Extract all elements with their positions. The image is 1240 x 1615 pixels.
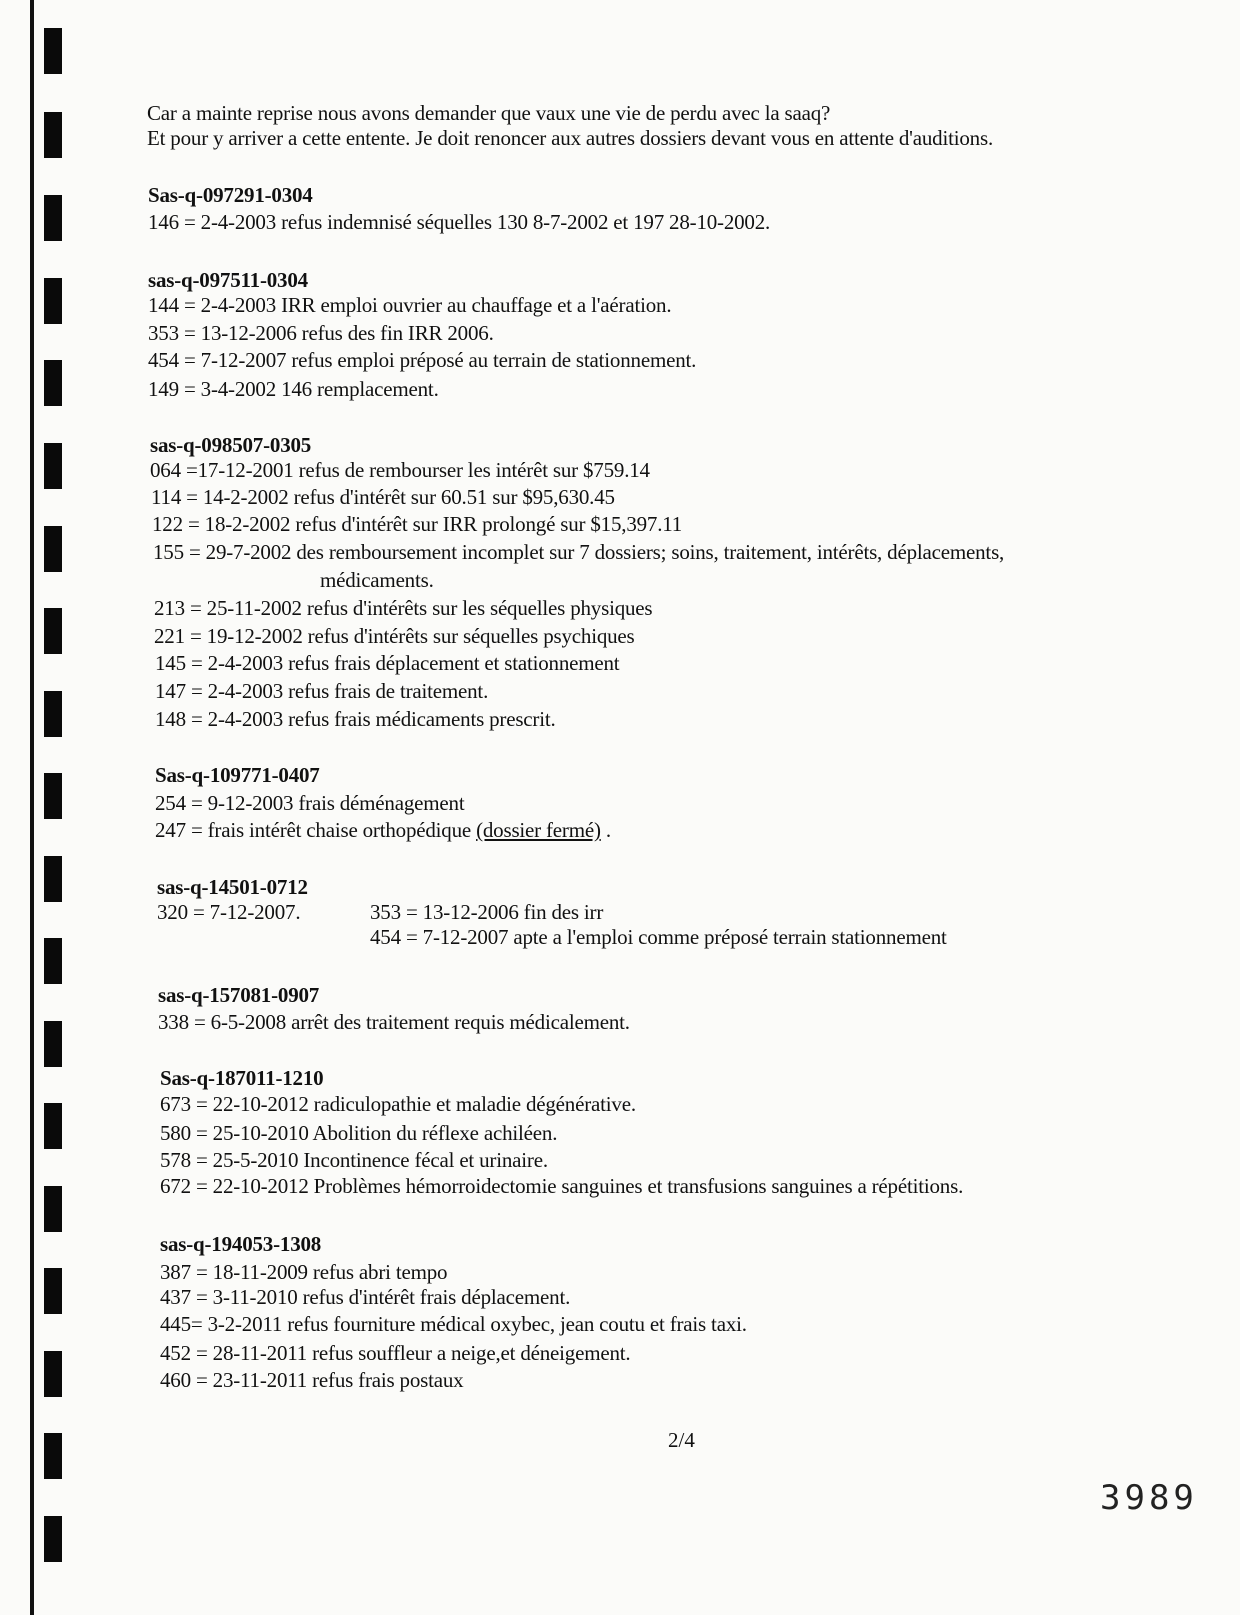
entry-line: 221 = 19-12-2002 refus d'intérêts sur séquelles psychiques: [154, 624, 635, 648]
entry-line: 454 = 7-12-2007 apte a l'emploi comme préposé terrain stationnement: [370, 925, 947, 949]
entry-line: 454 = 7-12-2007 refus emploi préposé au terrain de stationnement.: [148, 348, 697, 372]
binder-mark: [44, 1516, 62, 1562]
section-title: sas-q-098507-0305: [150, 433, 312, 457]
binder-mark: [44, 360, 62, 406]
scan-edge: [30, 0, 34, 1615]
binder-mark: [44, 112, 62, 158]
binder-mark: [44, 1433, 62, 1479]
entry-line: 578 = 25-5-2010 Incontinence fécal et urinaire.: [160, 1148, 548, 1172]
binder-mark: [44, 691, 62, 737]
section-title: sas-q-194053-1308: [160, 1232, 322, 1256]
entry-line: 149 = 3-4-2002 146 remplacement.: [148, 377, 439, 401]
entry-line: 452 = 28-11-2011 refus souffleur a neige,et déneigement.: [160, 1341, 631, 1365]
binder-mark: [44, 526, 62, 572]
entry-period: .: [600, 818, 611, 842]
binder-mark: [44, 278, 62, 324]
section-title: Sas-q-187011-1210: [160, 1066, 324, 1090]
section-title: sas-q-14501-0712: [157, 875, 308, 899]
binder-mark: [44, 1351, 62, 1397]
intro-line: Car a mainte reprise nous avons demander que vaux une vie de perdu avec la saaq?: [147, 101, 831, 125]
entry-line: 460 = 23-11-2011 refus frais postaux: [160, 1368, 464, 1392]
entry-line: 148 = 2-4-2003 refus frais médicaments prescrit.: [155, 707, 556, 731]
entry-line: 254 = 9-12-2003 frais déménagement: [155, 791, 465, 815]
entry-line: 320 = 7-12-2007.: [157, 900, 301, 924]
entry-line: 122 = 18-2-2002 refus d'intérêt sur IRR prolongé sur $15,397.11: [152, 512, 683, 536]
entry-line: 213 = 25-11-2002 refus d'intérêts sur les séquelles physiques: [154, 596, 653, 620]
section-title: sas-q-157081-0907: [158, 983, 320, 1007]
section-title: Sas-q-109771-0407: [155, 763, 320, 787]
entry-line: 387 = 18-11-2009 refus abri tempo: [160, 1260, 448, 1284]
intro-line: Et pour y arriver a cette entente. Je doit renoncer aux autres dossiers devant vous en attente d'auditions.: [147, 126, 993, 150]
entry-line-continued: médicaments.: [320, 568, 434, 592]
binder-mark: [44, 856, 62, 902]
entry-line: 114 = 14-2-2002 refus d'intérêt sur 60.51 sur $95,630.45: [151, 485, 615, 509]
binder-mark: [44, 938, 62, 984]
binder-mark: [44, 1268, 62, 1314]
binder-mark: [44, 1021, 62, 1067]
entry-line: 338 = 6-5-2008 arrêt des traitement requis médicalement.: [158, 1010, 630, 1034]
binder-mark: [44, 608, 62, 654]
binder-mark: [44, 773, 62, 819]
entry-line: 146 = 2-4-2003 refus indemnisé séquelles 130 8-7-2002 et 197 28-10-2002.: [148, 210, 771, 234]
binder-mark: [44, 1103, 62, 1149]
binder-mark: [44, 443, 62, 489]
section-title: sas-q-097511-0304: [148, 268, 308, 292]
entry-line: 145 = 2-4-2003 refus frais déplacement et stationnement: [155, 651, 620, 675]
entry-line: 672 = 22-10-2012 Problèmes hémorroidectomie sanguines et transfusions sanguines a répétitions.: [160, 1174, 964, 1198]
entry-line: 353 = 13-12-2006 fin des irr: [370, 900, 604, 924]
stamp-number: 3989: [1100, 1478, 1198, 1518]
entry-line: 147 = 2-4-2003 refus frais de traitement.: [155, 679, 489, 703]
section-title: Sas-q-097291-0304: [148, 183, 313, 207]
entry-line: 064 =17-12-2001 refus de rembourser les intérêt sur $759.14: [150, 458, 650, 482]
binder-mark: [44, 195, 62, 241]
entry-line: 673 = 22-10-2012 radiculopathie et maladie dégénérative.: [160, 1092, 636, 1116]
entry-line: 155 = 29-7-2002 des remboursement incomplet sur 7 dossiers; soins, traitement, intérêts, déplacements,: [153, 540, 1005, 564]
binder-mark: [44, 1186, 62, 1232]
entry-line: 445= 3-2-2011 refus fourniture médical oxybec, jean coutu et frais taxi.: [160, 1312, 747, 1336]
entry-line: 144 = 2-4-2003 IRR emploi ouvrier au chauffage et a l'aération.: [148, 293, 672, 317]
dossier-ferme-note: (dossier fermé): [476, 818, 601, 842]
binder-mark: [44, 28, 62, 74]
entry-line: 437 = 3-11-2010 refus d'intérêt frais déplacement.: [160, 1285, 571, 1309]
page-number: 2/4: [668, 1428, 695, 1452]
entry-text: 247 = frais intérêt chaise orthopédique: [155, 818, 477, 842]
entry-line: 580 = 25-10-2010 Abolition du réflexe achiléen.: [160, 1121, 558, 1145]
entry-line: [155, 818, 611, 843]
entry-line: 353 = 13-12-2006 refus des fin IRR 2006.: [148, 321, 494, 345]
